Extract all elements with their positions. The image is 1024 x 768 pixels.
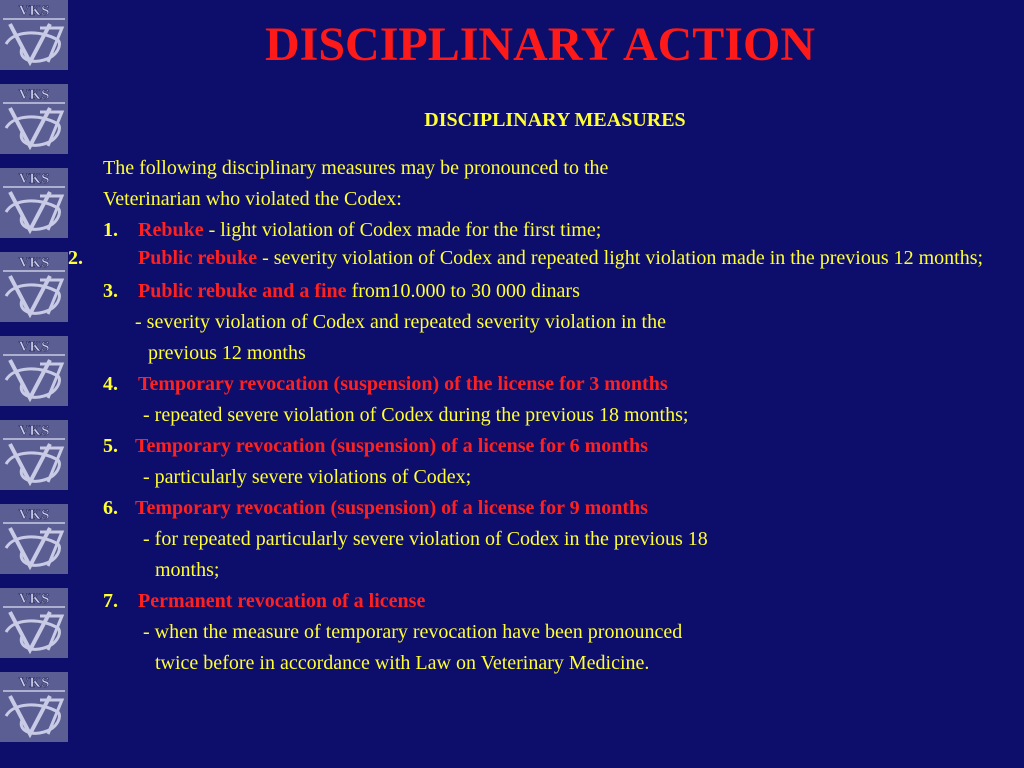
svg-text:VKS: VKS	[18, 3, 50, 19]
item-detail: - for repeated particularly severe violation of Codex in the previous 18	[143, 528, 708, 550]
vks-logo-icon	[0, 252, 68, 322]
item-number: 4.	[103, 373, 118, 395]
svg-text:VKS: VKS	[18, 423, 50, 439]
item-detail: previous 12 months	[148, 342, 306, 364]
svg-text:VKS: VKS	[18, 339, 50, 355]
measure-item	[103, 276, 995, 307]
measure-item	[68, 246, 995, 270]
measure-item	[103, 431, 995, 462]
item-detail: twice before in accordance with Law on Veterinary Medicine.	[155, 652, 650, 674]
item-description: - light violation of Codex made for the first time;	[203, 219, 602, 241]
item-number: 2.	[68, 247, 83, 269]
item-number: 6.	[103, 497, 118, 519]
item-detail: - repeated severe violation of Codex during the previous 18 months;	[143, 404, 689, 426]
item-detail: - severity violation of Codex and repeated severity violation in the	[135, 311, 666, 333]
measure-item	[103, 493, 995, 524]
vks-logo-icon	[0, 84, 68, 154]
vks-logo-icon	[0, 672, 68, 742]
vks-logo-icon	[0, 588, 68, 658]
item-name: Temporary revocation (suspension) of a license for 9 months	[135, 497, 648, 519]
intro-line: The following disciplinary measures may be pronounced to the	[103, 157, 609, 179]
measures-body	[68, 153, 995, 679]
item-number: 3.	[103, 280, 118, 302]
item-number: 5.	[103, 435, 118, 457]
item-name: Public rebuke	[138, 247, 258, 269]
item-number: 1.	[103, 219, 118, 241]
item-name: Permanent revocation of a license	[138, 590, 426, 612]
intro-line: Veterinarian who violated the Codex:	[103, 188, 402, 210]
measure-item	[103, 369, 995, 400]
svg-text:VKS: VKS	[18, 171, 50, 187]
item-detail: - particularly severe violations of Codex;	[143, 466, 472, 488]
svg-text:VKS: VKS	[18, 591, 50, 607]
page-title: DISCIPLINARY ACTION	[265, 18, 815, 71]
item-detail: months;	[155, 559, 220, 581]
section-subtitle: DISCIPLINARY MEASURES	[424, 109, 686, 131]
measure-item	[103, 215, 995, 246]
item-name: Public rebuke and a fine	[138, 280, 347, 302]
vks-logo-icon	[0, 504, 68, 574]
item-number: 7.	[103, 590, 118, 612]
item-name: Temporary revocation (suspension) of the license for 3 months	[138, 373, 668, 395]
vks-logo-icon	[0, 336, 68, 406]
item-name: Rebuke	[138, 219, 204, 241]
logo-strip	[0, 0, 70, 768]
measure-item	[103, 586, 995, 617]
vks-logo-icon	[0, 168, 68, 238]
item-description: - severity violation of Codex and repeated light violation made in the previous 12 months;	[257, 247, 984, 269]
item-name: Temporary revocation (suspension) of a license for 6 months	[135, 435, 648, 457]
vks-logo-icon	[0, 0, 68, 70]
item-detail: - when the measure of temporary revocation have been pronounced	[143, 621, 683, 643]
svg-text:VKS: VKS	[18, 675, 50, 691]
item-description: from10.000 to 30 000 dinars	[346, 280, 580, 302]
svg-text:VKS: VKS	[18, 507, 50, 523]
svg-text:VKS: VKS	[18, 255, 50, 271]
vks-logo-icon	[0, 420, 68, 490]
svg-text:VKS: VKS	[18, 87, 50, 103]
